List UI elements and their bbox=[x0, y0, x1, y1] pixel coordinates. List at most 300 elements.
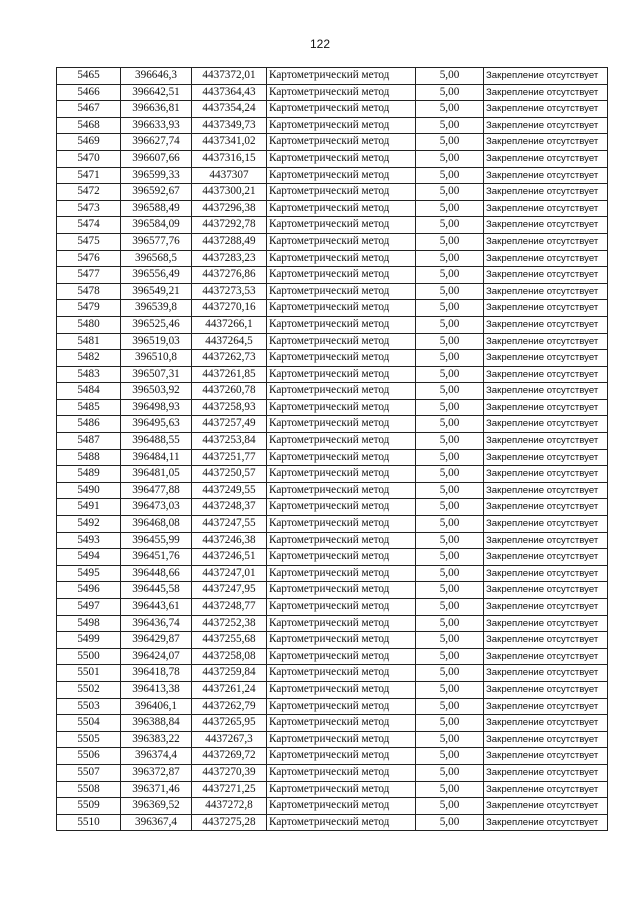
y-coordinate-cell: 4437253,84 bbox=[192, 433, 267, 450]
point-number-cell: 5484 bbox=[57, 383, 121, 400]
fixing-cell: Закрепление отсутствует bbox=[484, 200, 608, 217]
fixing-cell: Закрепление отсутствует bbox=[484, 582, 608, 599]
y-coordinate-cell: 4437267,3 bbox=[192, 731, 267, 748]
fixing-cell: Закрепление отсутствует bbox=[484, 731, 608, 748]
fixing-cell: Закрепление отсутствует bbox=[484, 117, 608, 134]
fixing-cell: Закрепление отсутствует bbox=[484, 715, 608, 732]
point-number-cell: 5500 bbox=[57, 648, 121, 665]
table-row bbox=[57, 350, 608, 367]
point-number-cell: 5469 bbox=[57, 134, 121, 151]
method-cell: Картометрический метод bbox=[267, 549, 416, 566]
fixing-cell: Закрепление отсутствует bbox=[484, 167, 608, 184]
point-number-cell: 5487 bbox=[57, 433, 121, 450]
fixing-cell: Закрепление отсутствует bbox=[484, 698, 608, 715]
x-coordinate-cell: 396484,11 bbox=[121, 449, 192, 466]
method-cell: Картометрический метод bbox=[267, 466, 416, 483]
fixing-cell: Закрепление отсутствует bbox=[484, 499, 608, 516]
y-coordinate-cell: 4437270,16 bbox=[192, 300, 267, 317]
point-number-cell: 5502 bbox=[57, 681, 121, 698]
x-coordinate-cell: 396374,4 bbox=[121, 748, 192, 765]
x-coordinate-cell: 396525,46 bbox=[121, 316, 192, 333]
y-coordinate-cell: 4437372,01 bbox=[192, 68, 267, 85]
x-coordinate-cell: 396406,1 bbox=[121, 698, 192, 715]
accuracy-cell: 5,00 bbox=[416, 482, 484, 499]
fixing-cell: Закрепление отсутствует bbox=[484, 433, 608, 450]
fixing-cell: Закрепление отсутствует bbox=[484, 134, 608, 151]
fixing-cell: Закрепление отсутствует bbox=[484, 665, 608, 682]
x-coordinate-cell: 396633,93 bbox=[121, 117, 192, 134]
fixing-cell: Закрепление отсутствует bbox=[484, 101, 608, 118]
table-row bbox=[57, 582, 608, 599]
fixing-cell: Закрепление отсутствует bbox=[484, 68, 608, 85]
point-number-cell: 5492 bbox=[57, 516, 121, 533]
y-coordinate-cell: 4437270,39 bbox=[192, 764, 267, 781]
fixing-cell: Закрепление отсутствует bbox=[484, 764, 608, 781]
method-cell: Картометрический метод bbox=[267, 316, 416, 333]
y-coordinate-cell: 4437262,73 bbox=[192, 350, 267, 367]
y-coordinate-cell: 4437247,55 bbox=[192, 516, 267, 533]
accuracy-cell: 5,00 bbox=[416, 648, 484, 665]
table-row bbox=[57, 184, 608, 201]
table-row bbox=[57, 217, 608, 234]
method-cell: Картометрический метод bbox=[267, 582, 416, 599]
x-coordinate-cell: 396436,74 bbox=[121, 615, 192, 632]
table-row bbox=[57, 383, 608, 400]
fixing-cell: Закрепление отсутствует bbox=[484, 466, 608, 483]
fixing-cell: Закрепление отсутствует bbox=[484, 516, 608, 533]
accuracy-cell: 5,00 bbox=[416, 316, 484, 333]
point-number-cell: 5503 bbox=[57, 698, 121, 715]
method-cell: Картометрический метод bbox=[267, 117, 416, 134]
accuracy-cell: 5,00 bbox=[416, 366, 484, 383]
x-coordinate-cell: 396577,76 bbox=[121, 233, 192, 250]
table-row bbox=[57, 316, 608, 333]
accuracy-cell: 5,00 bbox=[416, 200, 484, 217]
y-coordinate-cell: 4437251,77 bbox=[192, 449, 267, 466]
fixing-cell: Закрепление отсутствует bbox=[484, 681, 608, 698]
accuracy-cell: 5,00 bbox=[416, 516, 484, 533]
y-coordinate-cell: 4437246,38 bbox=[192, 532, 267, 549]
table-row bbox=[57, 333, 608, 350]
x-coordinate-cell: 396383,22 bbox=[121, 731, 192, 748]
y-coordinate-cell: 4437269,72 bbox=[192, 748, 267, 765]
table-row bbox=[57, 731, 608, 748]
method-cell: Картометрический метод bbox=[267, 84, 416, 101]
fixing-cell: Закрепление отсутствует bbox=[484, 615, 608, 632]
method-cell: Картометрический метод bbox=[267, 681, 416, 698]
x-coordinate-cell: 396549,21 bbox=[121, 283, 192, 300]
y-coordinate-cell: 4437292,78 bbox=[192, 217, 267, 234]
y-coordinate-cell: 4437252,38 bbox=[192, 615, 267, 632]
accuracy-cell: 5,00 bbox=[416, 466, 484, 483]
x-coordinate-cell: 396429,87 bbox=[121, 632, 192, 649]
y-coordinate-cell: 4437258,08 bbox=[192, 648, 267, 665]
point-number-cell: 5506 bbox=[57, 748, 121, 765]
table-row bbox=[57, 798, 608, 815]
table-row bbox=[57, 764, 608, 781]
page-number: 122 bbox=[309, 37, 331, 51]
fixing-cell: Закрепление отсутствует bbox=[484, 599, 608, 616]
accuracy-cell: 5,00 bbox=[416, 300, 484, 317]
accuracy-cell: 5,00 bbox=[416, 731, 484, 748]
y-coordinate-cell: 4437364,43 bbox=[192, 84, 267, 101]
y-coordinate-cell: 4437275,28 bbox=[192, 814, 267, 831]
x-coordinate-cell: 396498,93 bbox=[121, 399, 192, 416]
accuracy-cell: 5,00 bbox=[416, 84, 484, 101]
table-row bbox=[57, 68, 608, 85]
x-coordinate-cell: 396455,99 bbox=[121, 532, 192, 549]
y-coordinate-cell: 4437261,24 bbox=[192, 681, 267, 698]
point-number-cell: 5477 bbox=[57, 267, 121, 284]
y-coordinate-cell: 4437271,25 bbox=[192, 781, 267, 798]
accuracy-cell: 5,00 bbox=[416, 350, 484, 367]
table-row bbox=[57, 399, 608, 416]
fixing-cell: Закрепление отсутствует bbox=[484, 632, 608, 649]
table-row bbox=[57, 250, 608, 267]
x-coordinate-cell: 396372,87 bbox=[121, 764, 192, 781]
point-number-cell: 5471 bbox=[57, 167, 121, 184]
method-cell: Картометрический метод bbox=[267, 101, 416, 118]
fixing-cell: Закрепление отсутствует bbox=[484, 350, 608, 367]
fixing-cell: Закрепление отсутствует bbox=[484, 84, 608, 101]
accuracy-cell: 5,00 bbox=[416, 681, 484, 698]
y-coordinate-cell: 4437248,77 bbox=[192, 599, 267, 616]
point-number-cell: 5476 bbox=[57, 250, 121, 267]
table-row bbox=[57, 233, 608, 250]
accuracy-cell: 5,00 bbox=[416, 798, 484, 815]
point-number-cell: 5467 bbox=[57, 101, 121, 118]
fixing-cell: Закрепление отсутствует bbox=[484, 532, 608, 549]
fixing-cell: Закрепление отсутствует bbox=[484, 383, 608, 400]
accuracy-cell: 5,00 bbox=[416, 814, 484, 831]
method-cell: Картометрический метод bbox=[267, 300, 416, 317]
point-number-cell: 5481 bbox=[57, 333, 121, 350]
point-number-cell: 5495 bbox=[57, 565, 121, 582]
coordinates-table bbox=[56, 67, 608, 831]
table-row bbox=[57, 433, 608, 450]
table-row bbox=[57, 416, 608, 433]
fixing-cell: Закрепление отсутствует bbox=[484, 565, 608, 582]
y-coordinate-cell: 4437264,5 bbox=[192, 333, 267, 350]
table-row bbox=[57, 615, 608, 632]
x-coordinate-cell: 396418,78 bbox=[121, 665, 192, 682]
method-cell: Картометрический метод bbox=[267, 532, 416, 549]
x-coordinate-cell: 396539,8 bbox=[121, 300, 192, 317]
y-coordinate-cell: 4437300,21 bbox=[192, 184, 267, 201]
accuracy-cell: 5,00 bbox=[416, 764, 484, 781]
accuracy-cell: 5,00 bbox=[416, 715, 484, 732]
table-row bbox=[57, 715, 608, 732]
y-coordinate-cell: 4437246,51 bbox=[192, 549, 267, 566]
method-cell: Картометрический метод bbox=[267, 748, 416, 765]
table-row bbox=[57, 167, 608, 184]
x-coordinate-cell: 396388,84 bbox=[121, 715, 192, 732]
point-number-cell: 5498 bbox=[57, 615, 121, 632]
fixing-cell: Закрепление отсутствует bbox=[484, 267, 608, 284]
point-number-cell: 5478 bbox=[57, 283, 121, 300]
x-coordinate-cell: 396367,4 bbox=[121, 814, 192, 831]
table-row bbox=[57, 283, 608, 300]
accuracy-cell: 5,00 bbox=[416, 250, 484, 267]
fixing-cell: Закрепление отсутствует bbox=[484, 449, 608, 466]
method-cell: Картометрический метод bbox=[267, 250, 416, 267]
point-number-cell: 5470 bbox=[57, 150, 121, 167]
point-number-cell: 5482 bbox=[57, 350, 121, 367]
x-coordinate-cell: 396413,38 bbox=[121, 681, 192, 698]
point-number-cell: 5475 bbox=[57, 233, 121, 250]
method-cell: Картометрический метод bbox=[267, 68, 416, 85]
point-number-cell: 5466 bbox=[57, 84, 121, 101]
point-number-cell: 5472 bbox=[57, 184, 121, 201]
y-coordinate-cell: 4437259,84 bbox=[192, 665, 267, 682]
method-cell: Картометрический метод bbox=[267, 217, 416, 234]
fixing-cell: Закрепление отсутствует bbox=[484, 217, 608, 234]
point-number-cell: 5499 bbox=[57, 632, 121, 649]
point-number-cell: 5501 bbox=[57, 665, 121, 682]
method-cell: Картометрический метод bbox=[267, 449, 416, 466]
x-coordinate-cell: 396488,55 bbox=[121, 433, 192, 450]
fixing-cell: Закрепление отсутствует bbox=[484, 333, 608, 350]
table-row bbox=[57, 150, 608, 167]
y-coordinate-cell: 4437307 bbox=[192, 167, 267, 184]
method-cell: Картометрический метод bbox=[267, 482, 416, 499]
x-coordinate-cell: 396642,51 bbox=[121, 84, 192, 101]
y-coordinate-cell: 4437248,37 bbox=[192, 499, 267, 516]
point-number-cell: 5493 bbox=[57, 532, 121, 549]
method-cell: Картометрический метод bbox=[267, 814, 416, 831]
point-number-cell: 5489 bbox=[57, 466, 121, 483]
accuracy-cell: 5,00 bbox=[416, 68, 484, 85]
y-coordinate-cell: 4437257,49 bbox=[192, 416, 267, 433]
method-cell: Картометрический метод bbox=[267, 416, 416, 433]
method-cell: Картометрический метод bbox=[267, 350, 416, 367]
method-cell: Картометрический метод bbox=[267, 665, 416, 682]
x-coordinate-cell: 396424,07 bbox=[121, 648, 192, 665]
y-coordinate-cell: 4437260,78 bbox=[192, 383, 267, 400]
accuracy-cell: 5,00 bbox=[416, 499, 484, 516]
coordinates-table-body bbox=[57, 68, 608, 831]
x-coordinate-cell: 396636,81 bbox=[121, 101, 192, 118]
method-cell: Картометрический метод bbox=[267, 283, 416, 300]
table-row bbox=[57, 681, 608, 698]
x-coordinate-cell: 396588,49 bbox=[121, 200, 192, 217]
x-coordinate-cell: 396473,03 bbox=[121, 499, 192, 516]
x-coordinate-cell: 396592,67 bbox=[121, 184, 192, 201]
x-coordinate-cell: 396646,3 bbox=[121, 68, 192, 85]
fixing-cell: Закрепление отсутствует bbox=[484, 316, 608, 333]
table-row bbox=[57, 665, 608, 682]
x-coordinate-cell: 396477,88 bbox=[121, 482, 192, 499]
table-row bbox=[57, 698, 608, 715]
y-coordinate-cell: 4437354,24 bbox=[192, 101, 267, 118]
accuracy-cell: 5,00 bbox=[416, 283, 484, 300]
y-coordinate-cell: 4437283,23 bbox=[192, 250, 267, 267]
point-number-cell: 5490 bbox=[57, 482, 121, 499]
method-cell: Картометрический метод bbox=[267, 599, 416, 616]
method-cell: Картометрический метод bbox=[267, 731, 416, 748]
y-coordinate-cell: 4437258,93 bbox=[192, 399, 267, 416]
point-number-cell: 5491 bbox=[57, 499, 121, 516]
accuracy-cell: 5,00 bbox=[416, 632, 484, 649]
table-row bbox=[57, 482, 608, 499]
fixing-cell: Закрепление отсутствует bbox=[484, 283, 608, 300]
accuracy-cell: 5,00 bbox=[416, 433, 484, 450]
method-cell: Картометрический метод bbox=[267, 150, 416, 167]
point-number-cell: 5483 bbox=[57, 366, 121, 383]
x-coordinate-cell: 396448,66 bbox=[121, 565, 192, 582]
table-row bbox=[57, 499, 608, 516]
x-coordinate-cell: 396495,63 bbox=[121, 416, 192, 433]
fixing-cell: Закрепление отсутствует bbox=[484, 648, 608, 665]
method-cell: Картометрический метод bbox=[267, 499, 416, 516]
accuracy-cell: 5,00 bbox=[416, 267, 484, 284]
fixing-cell: Закрепление отсутствует bbox=[484, 482, 608, 499]
table-row bbox=[57, 84, 608, 101]
fixing-cell: Закрепление отсутствует bbox=[484, 184, 608, 201]
y-coordinate-cell: 4437247,01 bbox=[192, 565, 267, 582]
x-coordinate-cell: 396599,33 bbox=[121, 167, 192, 184]
point-number-cell: 5488 bbox=[57, 449, 121, 466]
accuracy-cell: 5,00 bbox=[416, 449, 484, 466]
table-row bbox=[57, 748, 608, 765]
x-coordinate-cell: 396510,8 bbox=[121, 350, 192, 367]
point-number-cell: 5474 bbox=[57, 217, 121, 234]
y-coordinate-cell: 4437288,49 bbox=[192, 233, 267, 250]
point-number-cell: 5508 bbox=[57, 781, 121, 798]
accuracy-cell: 5,00 bbox=[416, 698, 484, 715]
method-cell: Картометрический метод bbox=[267, 383, 416, 400]
method-cell: Картометрический метод bbox=[267, 798, 416, 815]
table-row bbox=[57, 101, 608, 118]
accuracy-cell: 5,00 bbox=[416, 665, 484, 682]
fixing-cell: Закрепление отсутствует bbox=[484, 748, 608, 765]
method-cell: Картометрический метод bbox=[267, 698, 416, 715]
y-coordinate-cell: 4437261,85 bbox=[192, 366, 267, 383]
table-row bbox=[57, 134, 608, 151]
accuracy-cell: 5,00 bbox=[416, 549, 484, 566]
y-coordinate-cell: 4437272,8 bbox=[192, 798, 267, 815]
method-cell: Картометрический метод bbox=[267, 781, 416, 798]
point-number-cell: 5473 bbox=[57, 200, 121, 217]
method-cell: Картометрический метод bbox=[267, 267, 416, 284]
point-number-cell: 5497 bbox=[57, 599, 121, 616]
method-cell: Картометрический метод bbox=[267, 333, 416, 350]
accuracy-cell: 5,00 bbox=[416, 117, 484, 134]
x-coordinate-cell: 396468,08 bbox=[121, 516, 192, 533]
x-coordinate-cell: 396568,5 bbox=[121, 250, 192, 267]
accuracy-cell: 5,00 bbox=[416, 748, 484, 765]
table-row bbox=[57, 516, 608, 533]
method-cell: Картометрический метод bbox=[267, 615, 416, 632]
point-number-cell: 5510 bbox=[57, 814, 121, 831]
x-coordinate-cell: 396443,61 bbox=[121, 599, 192, 616]
method-cell: Картометрический метод bbox=[267, 134, 416, 151]
x-coordinate-cell: 396556,49 bbox=[121, 267, 192, 284]
accuracy-cell: 5,00 bbox=[416, 599, 484, 616]
accuracy-cell: 5,00 bbox=[416, 217, 484, 234]
accuracy-cell: 5,00 bbox=[416, 134, 484, 151]
accuracy-cell: 5,00 bbox=[416, 399, 484, 416]
y-coordinate-cell: 4437266,1 bbox=[192, 316, 267, 333]
table-row bbox=[57, 466, 608, 483]
y-coordinate-cell: 4437255,68 bbox=[192, 632, 267, 649]
point-number-cell: 5509 bbox=[57, 798, 121, 815]
x-coordinate-cell: 396584,09 bbox=[121, 217, 192, 234]
accuracy-cell: 5,00 bbox=[416, 565, 484, 582]
accuracy-cell: 5,00 bbox=[416, 615, 484, 632]
table-row bbox=[57, 267, 608, 284]
accuracy-cell: 5,00 bbox=[416, 233, 484, 250]
table-row bbox=[57, 200, 608, 217]
method-cell: Картометрический метод bbox=[267, 233, 416, 250]
method-cell: Картометрический метод bbox=[267, 366, 416, 383]
x-coordinate-cell: 396445,58 bbox=[121, 582, 192, 599]
table-row bbox=[57, 814, 608, 831]
table-row bbox=[57, 300, 608, 317]
x-coordinate-cell: 396507,31 bbox=[121, 366, 192, 383]
x-coordinate-cell: 396481,05 bbox=[121, 466, 192, 483]
point-number-cell: 5494 bbox=[57, 549, 121, 566]
y-coordinate-cell: 4437249,55 bbox=[192, 482, 267, 499]
table-row bbox=[57, 117, 608, 134]
table-row bbox=[57, 781, 608, 798]
table-row bbox=[57, 549, 608, 566]
y-coordinate-cell: 4437273,53 bbox=[192, 283, 267, 300]
method-cell: Картометрический метод bbox=[267, 184, 416, 201]
point-number-cell: 5504 bbox=[57, 715, 121, 732]
y-coordinate-cell: 4437265,95 bbox=[192, 715, 267, 732]
fixing-cell: Закрепление отсутствует bbox=[484, 399, 608, 416]
method-cell: Картометрический метод bbox=[267, 399, 416, 416]
x-coordinate-cell: 396519,03 bbox=[121, 333, 192, 350]
y-coordinate-cell: 4437276,86 bbox=[192, 267, 267, 284]
accuracy-cell: 5,00 bbox=[416, 101, 484, 118]
method-cell: Картометрический метод bbox=[267, 764, 416, 781]
table-row bbox=[57, 532, 608, 549]
fixing-cell: Закрепление отсутствует bbox=[484, 300, 608, 317]
fixing-cell: Закрепление отсутствует bbox=[484, 366, 608, 383]
method-cell: Картометрический метод bbox=[267, 200, 416, 217]
point-number-cell: 5505 bbox=[57, 731, 121, 748]
accuracy-cell: 5,00 bbox=[416, 150, 484, 167]
accuracy-cell: 5,00 bbox=[416, 333, 484, 350]
fixing-cell: Закрепление отсутствует bbox=[484, 781, 608, 798]
fixing-cell: Закрепление отсутствует bbox=[484, 250, 608, 267]
accuracy-cell: 5,00 bbox=[416, 416, 484, 433]
y-coordinate-cell: 4437341,02 bbox=[192, 134, 267, 151]
x-coordinate-cell: 396607,66 bbox=[121, 150, 192, 167]
method-cell: Картометрический метод bbox=[267, 715, 416, 732]
fixing-cell: Закрепление отсутствует bbox=[484, 814, 608, 831]
accuracy-cell: 5,00 bbox=[416, 167, 484, 184]
accuracy-cell: 5,00 bbox=[416, 781, 484, 798]
y-coordinate-cell: 4437349,73 bbox=[192, 117, 267, 134]
point-number-cell: 5465 bbox=[57, 68, 121, 85]
accuracy-cell: 5,00 bbox=[416, 184, 484, 201]
method-cell: Картометрический метод bbox=[267, 565, 416, 582]
y-coordinate-cell: 4437250,57 bbox=[192, 466, 267, 483]
method-cell: Картометрический метод bbox=[267, 648, 416, 665]
fixing-cell: Закрепление отсутствует bbox=[484, 233, 608, 250]
point-number-cell: 5468 bbox=[57, 117, 121, 134]
table-row bbox=[57, 449, 608, 466]
method-cell: Картометрический метод bbox=[267, 632, 416, 649]
method-cell: Картометрический метод bbox=[267, 516, 416, 533]
point-number-cell: 5507 bbox=[57, 764, 121, 781]
x-coordinate-cell: 396369,52 bbox=[121, 798, 192, 815]
fixing-cell: Закрепление отсутствует bbox=[484, 549, 608, 566]
y-coordinate-cell: 4437247,95 bbox=[192, 582, 267, 599]
